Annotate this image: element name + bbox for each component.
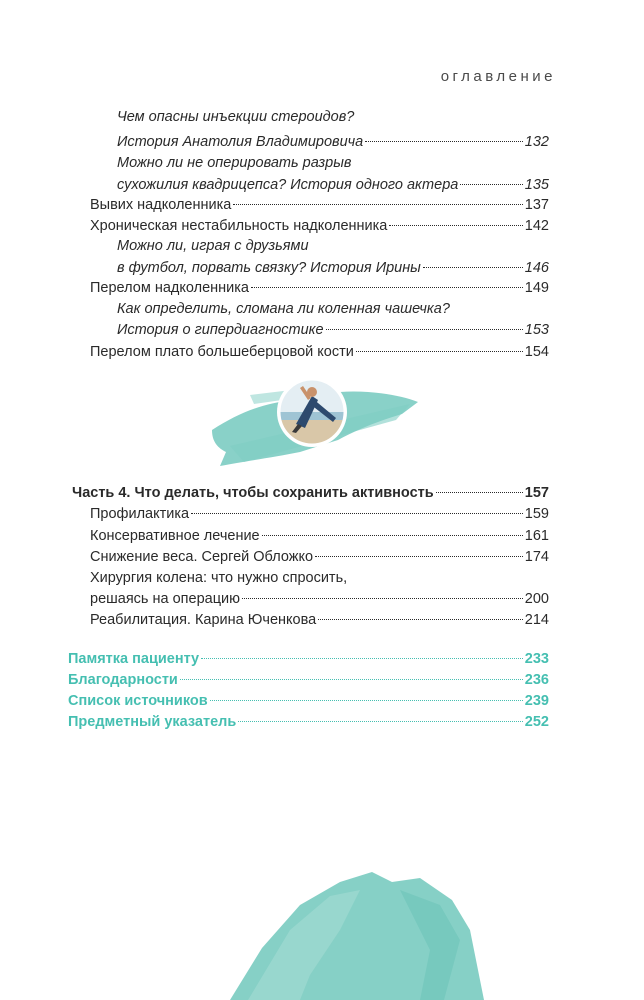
toc-entry-title: Перелом надколенника [90,280,249,296]
toc-entry-page: 157 [524,485,549,501]
toc-entry-page: 236 [524,672,549,688]
toc-entry-page: 252 [524,714,549,730]
toc-entry-page: 174 [524,549,549,565]
toc-entry-line1: Можно ли не оперировать разрыв [117,155,352,171]
toc-entry-page: 135 [524,177,549,193]
toc-entry-page: 132 [524,134,549,150]
toc-entry-page: 239 [524,693,549,709]
toc-entry-title: Снижение веса. Сергей Обложко [90,549,314,565]
toc-entry-page: 142 [524,218,549,234]
toc-entry-page: 146 [524,260,549,276]
toc-entry-page: 200 [524,591,549,607]
toc-entry-page: 159 [524,506,549,522]
toc-entry-page: 137 [524,197,549,213]
toc-entry-title: сухожилия квадрицепса? История одного актера [117,177,459,193]
toc-entry-page: 161 [524,528,549,544]
toc-entry-page: 233 [524,651,549,667]
toc-entry-title: решаясь на операцию [90,591,240,607]
toc-entry-title: Список источников [68,693,208,709]
page-title: оглавление [440,68,556,85]
toc-entry-line1: Хирургия колена: что нужно спросить, [90,570,348,586]
toc-entry-page: 149 [524,280,549,296]
toc-entry-title: Вывих надколенника [90,197,232,213]
toc-entry-title: История о гипердиагностике [117,322,324,338]
toc-entry-title: История Анатолия Владимировича [117,134,364,150]
toc-entry-title: Хроническая нестабильность надколенника [90,218,388,234]
toc-entry-title: Часть 4. Что делать, чтобы сохранить активность [72,485,434,501]
toc-entry-title: Консервативное лечение [90,528,260,544]
toc-entry-title: Предметный указатель [68,714,237,730]
toc-entry-line1: Чем опасны инъекции стероидов? [117,109,355,125]
toc-entry-title: Благодарности [68,672,178,688]
toc-entry-line1: Как определить, сломана ли коленная чашечка? [117,301,450,317]
toc-entry-title: Перелом плато большеберцовой кости [90,344,354,360]
toc-entry-page: 154 [524,344,549,360]
toc-entry-page: 214 [524,612,549,628]
toc-entry-title: в футбол, порвать связку? История Ирины [117,260,421,276]
toc-entry-title: Памятка пациенту [68,651,200,667]
toc-entry-title: Реабилитация. Карина Юченкова [90,612,317,628]
toc-entry-title: Профилактика [90,506,190,522]
toc-entry-page: 153 [524,322,549,338]
toc-entry-line1: Можно ли, играя с друзьями [117,238,309,254]
